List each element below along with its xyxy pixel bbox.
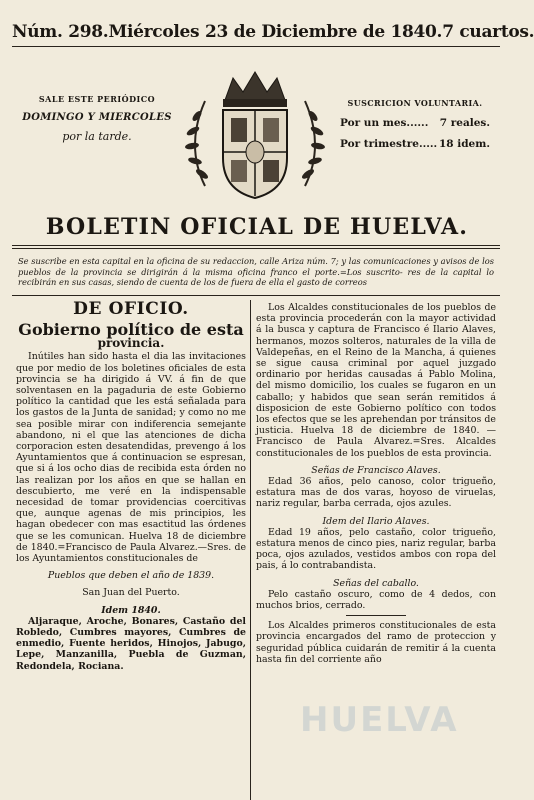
captura-notice: Los Alcaldes constitucionales de los pueblos de esta provincia procederán con la mayor actividad á la busca y captura de Francisco é Ilario Alaves, hermanos, mozos solteros, naturales de la villa de Valdepeñas, en el Reino de la Mancha, á quienes se sigue causa criminal por aquel juzgado ordinario por heridas causadas á Pablo Molina, del mismo domicilio, los cuales se fugaron en un caballo; y habidos que sean serán remitidos á disposicion de este Gobierno político con todos los efectos que se les aprehendan por tránsitos de justicia. Huelva 18 de diciembre de 1840. —Francisco de Paula Alvarez.=Sres. Alcaldes constitucionales de los pueblos de esta provincia. bbox=[256, 302, 496, 459]
publication-schedule bbox=[22, 94, 172, 143]
note-rule bbox=[12, 295, 500, 296]
caballo-description: Pelo castaño oscuro, como de 4 dedos, con muchos brios, cerrado. bbox=[256, 588, 496, 612]
idem-heading: Idem 1840. bbox=[101, 604, 161, 616]
schedule-line-1: SALE ESTE PERIÓDICO bbox=[38, 94, 156, 104]
price-quarter-value: 18 idem. bbox=[438, 138, 490, 150]
senas-francisco: Señas de Francisco Alaves. bbox=[311, 464, 441, 476]
library-watermark: HUELVA bbox=[300, 700, 459, 740]
subscription-note: Se suscribe en esta capital en la oficina de su redaccion, calle Ariza núm. 7; y las comunicaciones y avisos de los pueblos de la provincia se dirigirán á la misma oficina franco el porte.=Los suscrito- res de la capital lo recibirán en sus casas, siendo de cuenta de los de fuera de ella el gasto de correos bbox=[18, 256, 494, 287]
royal-coat-of-arms-icon bbox=[175, 66, 335, 206]
schedule-line-3: por la tarde. bbox=[62, 130, 132, 143]
title-rule-bottom bbox=[12, 248, 500, 249]
subscription-prices bbox=[340, 98, 490, 150]
subscription-heading: SUSCRICION VOLUNTARIA. bbox=[347, 98, 483, 108]
section-heading-oficio: DE OFICIO. bbox=[73, 299, 189, 319]
section-heading-provincia: provincia. bbox=[97, 336, 165, 351]
san-juan-heading: San Juan del Puerto. bbox=[82, 587, 180, 599]
alcaldes-notice: Los Alcaldes primeros constitucionales de esta provincia encargados del ramo de proteccion y seguridad pública cuidarán de remitir á la cuenta hasta fin del corriente año bbox=[256, 620, 496, 665]
article-body: Inútiles han sido hasta el dia las invitaciones que por medio de los boletines oficiales de esta provincia se ha dirigido á VV. á fin de que solventasen en la pagaduria de este Gobierno político la cantidad que les está señalada para los gastos de la Junta de sanidad; y como no me sea posible mirar con indiferencia semejante abandono, ni el que las atenciones de dicha corporacion esten desatendidas, prevengo á los Ayuntamientos que á continuacion se espresan, que si á los ocho dias de recibida esta órden no las realizan por los años en que se hallan en descubierto, me veré en la indispensable necesidad de tomar providencias coercitivas que, aunque agenas de mis principios, les hagan obedecer con mas esactitud las órdenes que se les comunican. Huelva 18 de diciembre de 1840.=Francisco de Paula Alvarez.—Sres. de los Ayuntamientos constitucionales de bbox=[16, 351, 246, 565]
pueblos-list: Aljaraque, Aroche, Bonares, Castaño del Robledo, Cumbres mayores, Cumbres de enmedio, Fuente heridos, Hinojos, Jabugo, Lepe, Manzanilla, Puebla de Guzman, Redondela, Rociana. bbox=[16, 615, 246, 672]
newspaper-title: BOLETIN OFICIAL DE HUELVA. bbox=[45, 214, 469, 240]
right-column bbox=[256, 302, 496, 665]
pueblos-heading: Pueblos que deben el año de 1839. bbox=[47, 570, 215, 582]
price-quarter-row bbox=[340, 138, 490, 150]
issue-price: 7 cuartos. bbox=[442, 22, 534, 42]
price-month-label: Por un mes...... bbox=[340, 117, 429, 129]
francisco-description: Edad 36 años, pelo canoso, color trigueño, estatura mas de dos varas, hoyoso de viruelas, nariz regular, barba cerrada, ojos azules. bbox=[256, 476, 496, 510]
header-rule bbox=[12, 46, 500, 47]
senas-ilario: Idem del Ilario Alaves. bbox=[322, 515, 430, 527]
ilario-description: Edad 19 años, pelo castaño, color trigueño, estatura menos de cinco pies, nariz regular, barba poca, ojos azulados, vestidos ambos con ropa del pais, á lo contrabandista. bbox=[256, 526, 496, 572]
issue-header bbox=[12, 22, 534, 42]
schedule-line-2: DOMINGO Y MIERCOLES bbox=[22, 112, 172, 123]
issue-number: Núm. 298. bbox=[12, 22, 109, 42]
issue-date: Miércoles 23 de Diciembre de 1840. bbox=[108, 22, 443, 42]
price-month-row bbox=[340, 117, 490, 129]
column-divider bbox=[250, 300, 251, 800]
price-month-value: 7 reales. bbox=[439, 117, 490, 129]
left-column bbox=[16, 299, 246, 672]
senas-caballo: Señas del caballo. bbox=[333, 577, 419, 589]
title-rule-top bbox=[12, 245, 500, 246]
price-quarter-label: Por trimestre..... bbox=[340, 138, 438, 150]
section-heading-gobierno: Gobierno político de esta bbox=[18, 320, 244, 340]
notice-separator bbox=[346, 615, 406, 616]
